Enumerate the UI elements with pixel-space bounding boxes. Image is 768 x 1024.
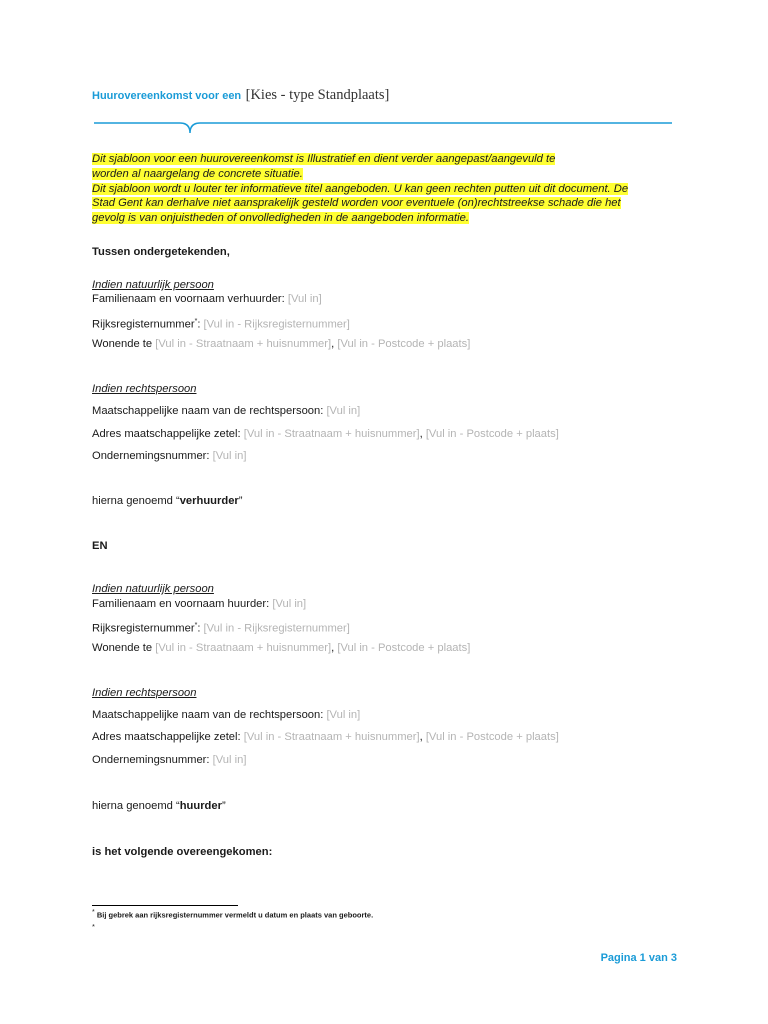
tenant-company-row — [92, 708, 360, 722]
designation-role: verhuurder — [179, 495, 239, 507]
field-label: Familienaam en voornaam huurder: — [92, 598, 270, 610]
landlord-seat-street-field[interactable]: [Vul in - Straatnaam + huisnummer] — [243, 428, 420, 440]
separator: , — [331, 642, 335, 654]
tenant-postcode-field[interactable]: [Vul in - Postcode + plaats] — [337, 642, 471, 654]
landlord-seat-row — [92, 427, 559, 441]
designation-role: huurder — [179, 800, 222, 812]
tenant-name-field[interactable]: [Vul in] — [272, 598, 307, 610]
landlord-seat-postcode-field[interactable]: [Vul in - Postcode + plaats] — [425, 428, 559, 440]
landlord-enterprise-field[interactable]: [Vul in] — [212, 450, 247, 462]
tenant-enterprise-row — [92, 753, 246, 767]
page-number: Pagina 1 van 3 — [600, 952, 677, 964]
footnote-mark-2: * — [92, 922, 95, 931]
tenant-rr-field[interactable]: [Vul in - Rijksregisternummer] — [203, 622, 350, 635]
landlord-company-field[interactable]: [Vul in] — [326, 405, 361, 417]
landlord-postcode-field[interactable]: [Vul in - Postcode + plaats] — [337, 338, 471, 350]
separator: , — [331, 338, 335, 350]
landlord-natural-heading: Indien natuurlijk persoon — [92, 279, 214, 291]
tenant-rr-row — [92, 619, 350, 636]
field-label: Wonende te — [92, 338, 153, 350]
footnote-rule — [92, 905, 238, 906]
field-label: Ondernemingsnummer: — [92, 450, 210, 462]
field-label: Rijksregisternummer — [92, 318, 195, 331]
field-label: Ondernemingsnummer: — [92, 754, 210, 766]
tenant-seat-row — [92, 730, 559, 744]
footnote-text: Bij gebrek aan rijksregisternummer vermeldt u datum en plaats van geboorte. — [96, 910, 374, 920]
field-label: Maatschappelijke naam van de rechtspersoon: — [92, 405, 324, 417]
title-lead: Huurovereenkomst voor een — [92, 90, 242, 102]
disclaimer-line: Stad Gent kan derhalve niet aansprakelijk gesteld worden voor eventuele (on)rechtstreekse schade die het — [92, 197, 621, 210]
field-label: Familienaam en voornaam verhuurder: — [92, 293, 285, 305]
footnote — [92, 909, 373, 920]
disclaimer-line: Dit sjabloon voor een huurovereenkomst is Illustratief en dient verder aangepast/aangevuld te — [92, 153, 556, 165]
disclaimer-line: Dit sjabloon wordt u louter ter informatieve titel aangeboden. U kan geen rechten putten uit dit document. De — [92, 182, 629, 195]
tenant-company-field[interactable]: [Vul in] — [326, 709, 361, 721]
tenant-natural-heading: Indien natuurlijk persoon — [92, 583, 214, 595]
tenant-seat-street-field[interactable]: [Vul in - Straatnaam + huisnummer] — [243, 731, 420, 743]
landlord-rr-field[interactable]: [Vul in - Rijksregisternummer] — [203, 318, 350, 331]
landlord-enterprise-row — [92, 449, 246, 463]
colon: : — [197, 622, 201, 635]
separator: , — [419, 731, 423, 743]
tenant-street-field[interactable]: [Vul in - Straatnaam + huisnummer] — [155, 642, 332, 654]
tenant-enterprise-field[interactable]: [Vul in] — [212, 754, 247, 766]
footnote-mark: * — [92, 909, 95, 916]
landlord-name-row — [92, 292, 322, 306]
landlord-legal-heading: Indien rechtspersoon — [92, 383, 197, 395]
field-label: Adres maatschappelijke zetel: — [92, 428, 241, 440]
designation-suffix: ” — [238, 495, 243, 507]
parties-heading: Tussen ondergetekenden, — [92, 246, 230, 258]
field-label: Maatschappelijke naam van de rechtspersoon: — [92, 709, 324, 721]
tenant-designation — [92, 799, 226, 813]
document-title — [92, 86, 389, 104]
disclaimer-line: gevolg is van onjuistheden of onvolledigheden in de aangeboden informatie. — [92, 212, 469, 225]
footnote-ref: * — [194, 318, 198, 325]
tenant-address-row — [92, 641, 470, 655]
footnote-ref: * — [194, 622, 198, 629]
title-divider — [92, 116, 674, 136]
agreement-heading: is het volgende overeengekomen: — [92, 846, 273, 858]
landlord-street-field[interactable]: [Vul in - Straatnaam + huisnummer] — [155, 338, 332, 350]
designation-prefix: hierna genoemd “ — [92, 800, 180, 812]
landlord-designation — [92, 494, 243, 508]
and-separator: EN — [92, 540, 108, 552]
tenant-seat-postcode-field[interactable]: [Vul in - Postcode + plaats] — [425, 731, 559, 743]
tenant-name-row — [92, 597, 306, 611]
field-label: Rijksregisternummer — [92, 622, 195, 635]
colon: : — [197, 318, 201, 331]
landlord-name-field[interactable]: [Vul in] — [287, 293, 322, 305]
standplaats-type-field[interactable]: [Kies - type Standplaats] — [245, 87, 390, 103]
field-label: Wonende te — [92, 642, 153, 654]
designation-suffix: ” — [221, 800, 226, 812]
disclaimer — [92, 152, 692, 226]
tenant-legal-heading: Indien rechtspersoon — [92, 687, 197, 699]
disclaimer-line: worden al naargelang de concrete situatie. — [92, 167, 303, 180]
landlord-company-row — [92, 404, 360, 418]
designation-prefix: hierna genoemd “ — [92, 495, 180, 507]
field-label: Adres maatschappelijke zetel: — [92, 731, 241, 743]
separator: , — [419, 428, 423, 440]
landlord-address-row — [92, 337, 470, 351]
landlord-rr-row — [92, 315, 350, 332]
